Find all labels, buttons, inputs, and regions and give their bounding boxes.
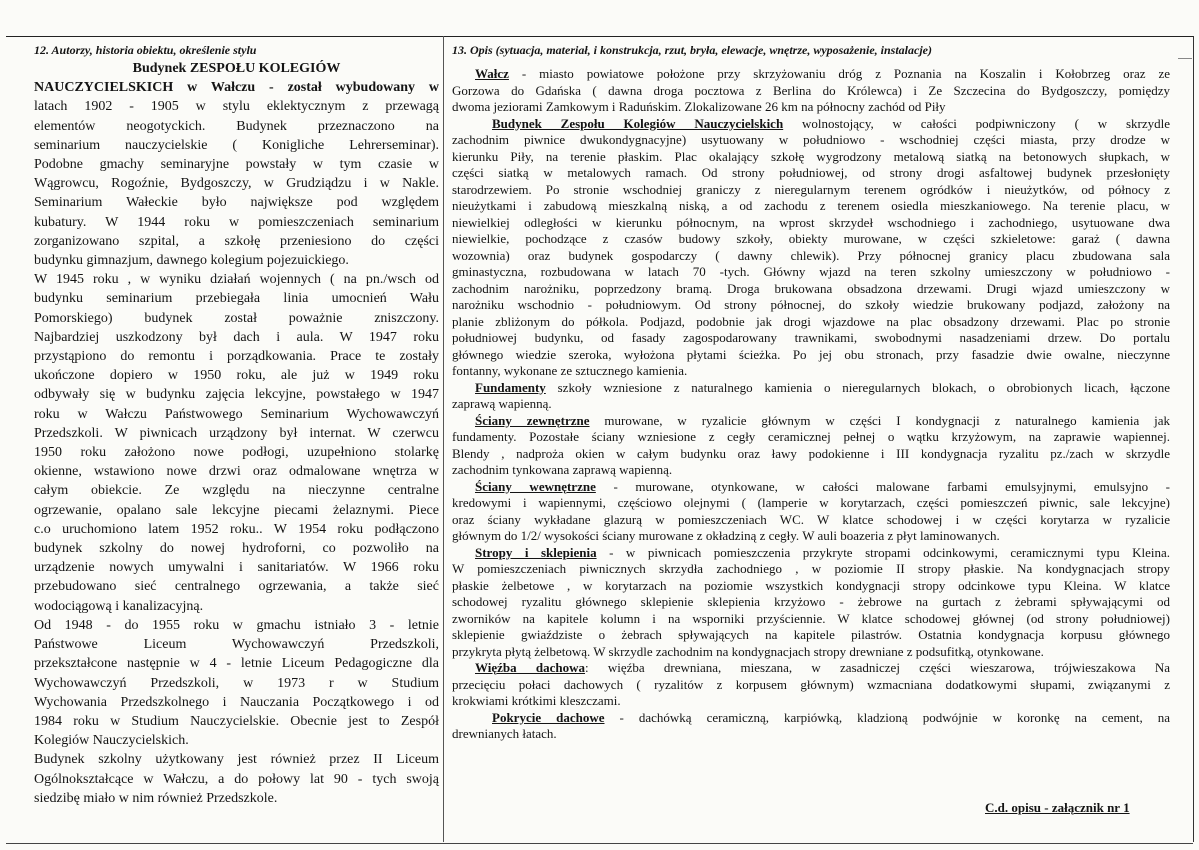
column-divider [443,36,444,842]
history-line: seminarium nauczycielskie ( Konigliche Lehrerseminar). [34,137,439,153]
description-line: części siatką w metalowych ramach. Od strony południowej, od strony drogi asfaltowej budynek przesłonięty [452,165,1170,180]
history-line: W 1945 roku , w wyniku działań wojennych ( na pn./wsch od [34,272,439,288]
description-line: W pomieszczeniach piwnicznych skrzydła zachodniego , w poziomie II stropy płaskie. Na kondygnacjach stropy [452,561,1170,576]
description-line: starodrzewiem. Po stronie wschodniej graniczy z nieregularnym terenem ogródków i nieużytków, od północy z [452,181,1170,197]
description-line: Stropy i sklepienia - w piwnicach pomieszczenia przykryte stropami odcinkowymi, ceramicznymi typu Kleina. [475,544,1170,560]
term-walcz: Wałcz [475,66,509,81]
continuation-note: C.d. opisu - załącznik nr 1 [985,800,1130,815]
description-line: niewielkie, pochodzące z czasów budowy szkoły, obiekty murowane, w części szkieletowe: garaż ( dawna [452,231,1170,246]
history-line: odbywały się w budynku zajęcia lekcyjne, powstałego w 1947 [34,387,439,403]
history-section [34,43,439,808]
history-line: Podobne gmachy seminaryjne powstały w tym czasie w [34,157,439,173]
description-line: Więźba dachowa: więźba drewniana, mieszana, w zasadniczej części wieszarowa, trójwieszakowa Na [475,660,1171,675]
description-line: kierunku Piły, na terenie płaskim. Plac okalający szkołę wygrodzony metalową siatką na betonowych słupkach, w [452,148,1170,164]
history-line: zorganizowano szpital, a szkołę przeniesiono do części [34,233,439,249]
history-line: ogrzewanie, opalano sale lekcyjne piecami żelaznymi. Piece [34,502,439,518]
history-line: przebudowano sieć centralnego ogrzewania, a także sieć [34,579,439,595]
history-line: Budynek szkolny użytkowany jest również przez II Liceum [34,752,439,768]
term-stropy: Stropy i sklepienia [475,544,597,560]
term-budynek: Budynek Zespołu Kolegiów Nauczycielskich [492,115,784,131]
history-line: latach 1902 - 1905 w stylu eklektycznym z przewagą [34,99,439,115]
description-line: Budynek Zespołu Kolegiów Nauczycielskich wolnostojący, w całości podpiwniczony ( w skrzydle [492,115,1170,131]
description-line: niewielkiej odległości w kierunku północnym, na wprost skrzydeł wschodniego i zachodniego, usytuowane dwa [452,214,1170,230]
description-line: zachodnim tynkowana zaprawą wapienną. [452,462,673,477]
description-line: Ściany zewnętrzne murowane, w ryzalicie głównym w części I kondygnacji z naturalnego kamienia jak [475,412,1170,428]
description-line: zworników na kapitele kolumn i na wsporniki przyściennie. W klatce schodowej głównej (od strony południowej) [452,610,1170,626]
description-line: Fundamenty szkoły wzniesione z naturalnego kamienia o nieregularnych blokach, o obrobionych licach, łączone [475,379,1170,395]
term-wiezba: Więźba dachowa [475,660,586,675]
history-line: c.o uruchomiono latem 1952 roku.. W 1954 roku podłączono [34,521,439,537]
history-line: budynku gimnazjum, dawnego kolegium pojezuickiego. [34,253,349,269]
description-line: planie zbliżonym do półkola. Podjazd, podobnie jak drogi wjazdowe na plac obsadzony drzewami. Plac po stronie [452,313,1170,329]
history-line: siedzibę miało w nim również Przedszkole. [34,790,278,806]
description-line: drewnianych łatach. [452,726,557,741]
right-border [1193,36,1194,842]
top-border [6,36,1193,37]
description-line: przecięciu połaci dachowych ( ryzalitów z korpusem głównym) wzmacniana dodatkowymi słupami, związanymi z [452,676,1170,692]
description-line: oraz ściany wykładane glazurą w pomieszczeniach WC. W klatce schodowej i w części korytarza w ryzalicie [452,511,1170,527]
history-line: Wychowania Przedszkolnego i Nauczania Początkowego i od [34,694,439,710]
description-line: narożniku wschodnio - południowym. Od strony północnej, do szkoły wiedzie brukowany podjazd, założony na [452,297,1170,312]
term-pokrycie: Pokrycie dachowe [492,709,605,725]
bottom-border [6,843,1193,844]
description-line: zachodnim piwnice dwukondygnacyjne) usytuowany w południowo - wschodniej części miasta, przy drodze w [452,132,1170,147]
history-line: okienne, wstawiono nowe drzwi oraz odmalowane wnętrza w [34,464,439,480]
history-line: elementów neogotyckich. Budynek przeznaczono na [34,118,439,134]
building-title: Budynek ZESPOŁU KOLEGIÓW [132,61,341,76]
description-line: przykryta płytą żelbetową. W skrzydle zachodnim na kondygnacjach stropy drewniane z podsufitką, otynkowane. [452,643,1044,659]
description-line: południowej budynku, od fasady zagospodarowany trawnikami, swobodnymi nasadzeniami drzew. Do portalu [452,330,1170,345]
description-line: gminastyczna, rozbudowana w latach 70 -tych. Główny wjazd na teren szkolny umieszczony w południowo - [452,264,1170,279]
scan-mark [1178,58,1192,59]
history-line: budynku seminarium przebiegała linia umocnień Wału [34,291,439,307]
history-line: Pomorskiego) budynek został poważnie zniszczony. [34,310,439,326]
history-line: Kolegiów Nauczycielskich. [34,733,189,749]
description-line: schodowej ryzalitu głównego sklepienie sklepienia krzyżowo - żebrowe na gurtach z żebrami spływającymi od [452,594,1170,609]
section-13-header: 13. Opis (sytuacja, materiał, i konstrukcja, rzut, bryła, elewacje, wnętrze, wyposażenie, instalacje) [452,43,932,57]
section-12-header: 12. Autorzy, historia obiektu, określenie stylu [34,43,257,57]
history-line: Wągrowcu, Rogoźnie, Bydgoszczy, w Grudziądzu i w Nakle. [34,176,439,192]
history-line: wodociągową i kanalizacyjną. [34,598,204,614]
description-line: płaskie żelbetowe , w korytarzach na poziomie wszystkich kondygnacji stropy odcinkowe typu Kleina. W klatce [452,577,1170,593]
history-line: przystąpiono do remontu i porządkowania. Prace te zostały [34,349,439,365]
description-line: fundamenty. Pozostałe ściany wzniesione z cegły ceramicznej pełnej o wątku krzyżowym, na zaprawie wapiennej. [452,429,1170,444]
history-line: Ogólnokształcące w Wałczu, a do połowy lat 90 - tych swoją [34,771,439,787]
term-sciany-zewnetrzne: Ściany zewnętrzne [475,412,590,428]
history-line: Seminarium Wałeckie było największe pod względem [34,195,439,211]
history-line: ukończone dopiero w 1950 roku, ale już w 1949 roku [34,368,439,384]
description-line: Pokrycie dachowe - dachówką ceramiczną, karpiówką, kladzioną podwójnie w koronkę na cement, na [492,709,1170,725]
history-line: Od 1948 - do 1955 roku w gmachu istniało 3 - letnie [34,617,439,633]
history-line: całym obiekcie. Ze względu na nieczynne centralne [34,483,439,499]
history-line: budynek szkolny do nowej hydroforni, co pozwoliło na [34,541,439,557]
description-line: Blendy , nadproża okien w całym budynku oraz ławy podokienne i III kondygnacja ryzalitu pz./zach w skrzydle [452,445,1170,461]
description-line: wozownia) oraz budynek gospodarczy ( dawny chlewik). Przy północnej granicy placu zbudowana sala [452,247,1170,263]
description-line: sklepienie gwiaździste o żebrach spływających na kapitele pilastrów. Ostatnia kondygnacja korpusu głównego [452,627,1170,642]
history-line: urządzenie nowych umywalni i sanitariatów. W 1966 roku [34,560,439,576]
description-line: zachodnim narożniku, poprzedzony bramą. Droga brukowana obsadzona drzewami. Drugi wjazd umieszczony w [452,280,1170,296]
history-line: kubatury. W 1944 roku w pomieszczeniach seminarium [34,214,439,230]
history-line: 1984 roku w Studium Nauczycielskie. Obecnie jest to Zespół [34,713,439,729]
description-line: Wałcz - miasto powiatowe położone przy skrzyżowaniu dróg z Poznania na Koszalin i Kołobrzeg oraz ze [475,66,1170,81]
history-line: roku w Wałczu Państwowego Seminarium Wychowawczyń [34,406,439,422]
description-line: kredowymi i wapiennymi, częściowo olejnymi ( (lamperie w korytarzach, części pomieszczeń piwnic, sale lekcyjne) [452,495,1170,510]
history-line: Najbardziej uszkodzony był dach i aula. W 1947 roku [34,329,439,345]
history-line: Państwowe Liceum Wychowawczyń Przedszkoli, [34,637,439,653]
history-line: 1950 roku założono nowe podłogi, uzupełniono stolarkę [34,445,439,461]
term-sciany-wewnetrzne: Ściany wewnętrzne [475,478,596,494]
description-line: fontanny, wykonane ze sztucznego kamienia. [452,363,688,378]
description-line: krokwiami krótkimi kleszczami. [452,693,621,708]
term-fundamenty: Fundamenty [475,379,546,395]
description-line: głównym do 1/2/ wysokości ściany murowane z okładziną z cegły. W auli boazeria z płyt laminowanych. [452,528,1000,543]
history-line: Przedszkoli. W piwnicach urządzony był internat. W czerwcu [34,425,439,441]
description-line: nieużytkami i zabudową mieszkalną niską, a od zachodu z terenem osiedla mieszkaniowego. Na terenie placu, w [452,198,1170,213]
description-section [452,43,1170,743]
history-line: Wychowawczyń Przedszkoli, w 1973 r w Studium [34,675,439,691]
history-line: NAUCZYCIELSKICH w Wałczu - został wybudowany w [34,80,439,96]
description-line: głównego wiedzie szeroka, wyłożona płytami ścieżka. Po jej obu stronach, przy fasadzie dwie owalne, nieczynne [452,346,1170,362]
description-line: Ściany wewnętrzne - murowane, otynkowane, w całości malowane farbami emulsyjnymi, emulsyjno - [475,478,1170,494]
description-line: zaprawą wapienną. [452,396,552,411]
description-line: dwoma jeziorami Zamkowym i Raduńskim. Zlokalizowane 26 km na północny zachód od Piły [452,99,946,114]
description-line: Gorzowa do Gdańska ( dawna droga pocztowa z Berlina do Królewca) i Ze Szczecina do Bydgoszczy, pomiędzy [452,82,1170,98]
history-line: przekształcone następnie w 4 - letnie Liceum Pedagogiczne dla [34,656,439,672]
